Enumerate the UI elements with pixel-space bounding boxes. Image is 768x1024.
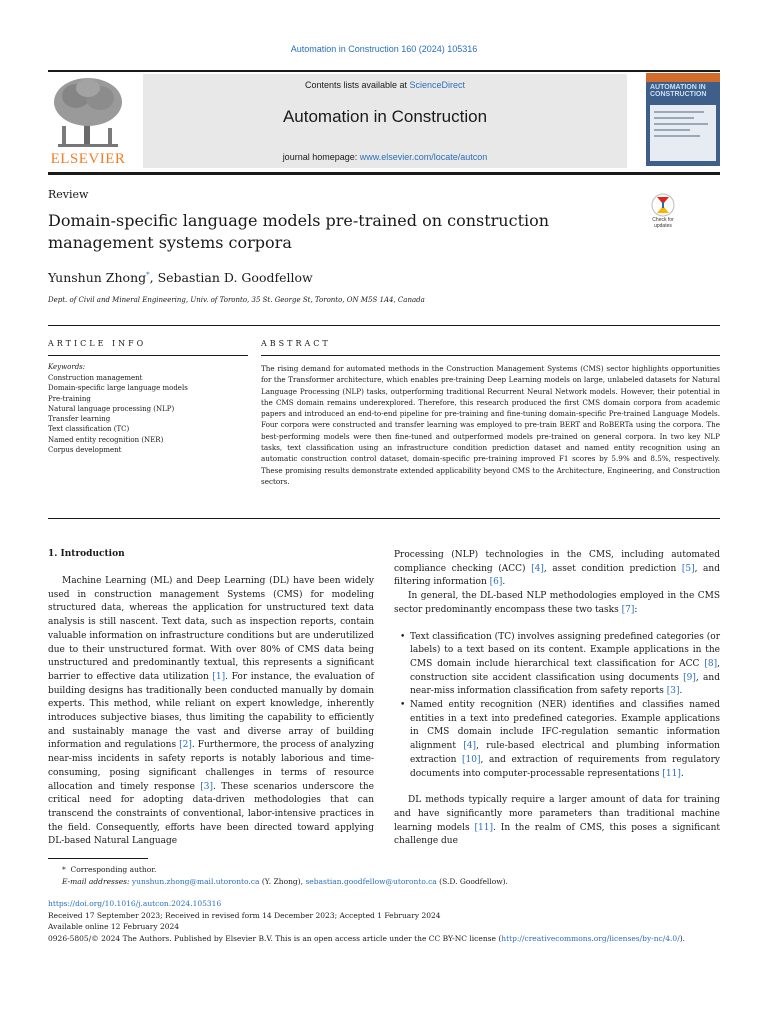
sciencedirect-link[interactable]: ScienceDirect [409, 80, 466, 90]
footnote-rule [48, 858, 148, 859]
keyword-item: Pre-training [48, 394, 91, 403]
paragraph-spacer [394, 618, 720, 631]
publication-info [48, 898, 720, 944]
elsevier-wordmark: ELSEVIER [50, 151, 126, 167]
abstract-rule [261, 355, 720, 356]
body-paragraph: Processing (NLP) technologies in the CMS, including automated compliance checking (ACC) [4], asset condition prediction [5], and filtering information [6]. [394, 550, 720, 588]
check-for-updates-label: Check for updates [652, 217, 674, 229]
journal-cover-thumbnail[interactable] [646, 73, 720, 166]
article-info-heading: ARTICLE INFO [48, 339, 147, 348]
citation-link[interactable]: [7] [621, 604, 635, 615]
article-info-rule [48, 355, 248, 356]
check-for-updates-badge[interactable] [646, 193, 680, 229]
section-divider [48, 325, 720, 326]
citation-link[interactable]: [2] [179, 740, 192, 751]
body-paragraph: Machine Learning (ML) and Deep Learning (DL) have been widely used in construction management Systems (CMS) for modeling structured data, whereas the application for unstructured text data analysis is still nascent. Text data, such as inspection reports, contain valuable information on infrastructure conditions but are underutilized due to their unstructured format. With over 80% of CMS data being unstructured and predominantly textual, this represents a significant barrier to effective data utilization [1]. For instance, the evaluation of building designs has traditionally been conducted manually by domain experts. This method, while reliant on expert knowledge, inherently introduces subjective biases, thus limiting the capability to efficiently and sustainably manage the vast and diverse array of building information and regulations [2]. Furthermore, the process of analyzing near-miss incidents in safety reports is notably laborious and time-consuming, posing significant challenges in terms of resource allocation and timely response [3]. These scenarios underscore the critical need for adopting data-driven methodologies that can transcend the constraints of conventional, labor-intensive practices in the field. Consequently, efforts have been directed toward applying DL-based Natural Language [48, 576, 374, 847]
abstract-bottom-rule [48, 518, 720, 519]
contents-availability: Contents lists available at ScienceDirect [304, 80, 466, 90]
cover-text-line [654, 129, 690, 131]
citation-link[interactable]: [5] [681, 563, 695, 574]
citation-link[interactable]: [6] [489, 577, 503, 588]
affiliation: Dept. of Civil and Mineral Engineering, Univ. of Toronto, 35 St. George St, Toronto, ON M5S 1A4, Canada [48, 296, 425, 304]
article-title: Domain-specific language models pre-trained on construction management systems corpora [48, 211, 550, 252]
section-heading-introduction: 1. Introduction [48, 549, 125, 559]
keywords-label: Keywords: [48, 363, 86, 371]
citation-link[interactable]: [11] [662, 768, 681, 779]
cover-text-line [654, 123, 708, 125]
email-link[interactable]: sebastian.goodfellow@utoronto.ca [305, 876, 437, 886]
check-for-updates-icon [650, 193, 676, 217]
citation-link[interactable]: [4] [531, 563, 544, 574]
header-bottom-rule [48, 172, 720, 175]
keyword-item: Corpus development [48, 446, 122, 455]
journal-reference-link[interactable]: Automation in Construction 160 (2024) 105316 [290, 44, 478, 54]
citation-link[interactable]: [10] [462, 754, 481, 765]
citation-link[interactable]: [4] [463, 741, 477, 752]
cover-text-line [654, 135, 700, 137]
email-addresses: E-mail addresses: yunshun.zhong@mail.utoronto.ca (Y. Zhong), sebastian.goodfellow@utoronto.ca (S.D. Goodfellow). [62, 876, 508, 886]
body-paragraph: DL methods typically require a larger amount of data for training and have significantly more parameters than traditional machine learning models [11]. In the realm of CMS, this poses a significant challenge due [394, 795, 720, 847]
citation-link[interactable]: [3] [666, 686, 680, 697]
citation-link[interactable]: [8] [704, 658, 718, 669]
author-name[interactable]: Sebastian D. Goodfellow [157, 270, 313, 285]
homepage-link[interactable]: www.elsevier.com/locate/autcon [359, 152, 488, 162]
keyword-item: Transfer learning [48, 415, 111, 424]
tree-of-knowledge-icon [48, 74, 128, 150]
keyword-item: Text classification (TC) [48, 425, 130, 434]
keyword-item: Construction management [48, 374, 143, 382]
body-column-left [48, 575, 374, 849]
keyword-item: Named entity recognition (NER) [48, 435, 164, 444]
citation-link[interactable]: [3] [200, 781, 214, 792]
cover-text-line [654, 111, 704, 113]
citation-link[interactable]: [9] [683, 672, 696, 683]
body-column-right [394, 549, 720, 849]
article-type: Review [48, 188, 89, 201]
cover-title: AUTOMATION IN CONSTRUCTION [650, 84, 707, 98]
footnotes [48, 864, 720, 887]
author-line: Yunshun Zhong*, Sebastian D. Goodfellow [48, 270, 313, 285]
abstract-heading: ABSTRACT [261, 339, 331, 348]
license-link[interactable]: http://creativecommons.org/licenses/by-nc/4.0/ [501, 933, 680, 943]
keywords-list [48, 373, 248, 455]
corresponding-author-note: * Corresponding author. [62, 865, 157, 874]
author-name[interactable]: Yunshun Zhong [48, 270, 147, 285]
keyword-item: Domain-specific large language models [48, 384, 188, 393]
citation-link[interactable]: [11] [474, 822, 493, 833]
header-top-rule [48, 70, 720, 72]
license-statement: 0926-5805/© 2024 The Authors. Published by Elsevier B.V. This is an open access article under the CC BY-NC license (http://creativecommons.org/licenses/by-nc/4.0/). [48, 933, 686, 943]
bullet-item: • Text classification (TC) involves assigning predefined categories (or labels) to a text based on its content. Example applications in the CMS domain include hierarchical text classification for ACC [8], construction site accident classification using documents [9], and near-miss information classification from safety reports [3]. [394, 631, 720, 700]
elsevier-logo [48, 74, 140, 168]
cover-text-line [654, 117, 694, 119]
email-link[interactable]: yunshun.zhong@mail.utoronto.ca [131, 876, 260, 886]
received-dates: Received 17 September 2023; Received in revised form 14 December 2023; Accepted 1 February 2024 [48, 910, 441, 920]
citation-link[interactable]: [1] [212, 671, 226, 682]
available-online-date: Available online 12 February 2024 [48, 922, 180, 932]
bullet-item: • Named entity recognition (NER) identifies and classifies named entities in a text into predefined categories. Example applications in CMS domain include IFC-regulation semantic information alignment [4], rule-based electrical and plumbing information extraction [10], and extraction of requirements from regulatory documents into computer-processable representations [11]. [394, 699, 720, 781]
cover-top-band [646, 73, 720, 82]
abstract-text: The rising demand for automated methods in the Construction Management Systems (CMS) sector highlights opportunities for the Transformer architecture, which enables pre-training Deep Learning models on large, unlabeled datasets for Natural Language Processing (NLP) tasks, outperforming traditional Recurrent Neural Network models. However, their potential in the CMS domain remains underexplored. Therefore, this research produced the first CMS domain corpora from academic papers and introduced an end-to-end pipeline for pre-training and fine-tuning domain-specific Pre-trained Language Models. Four corpora were constructed and transfer learning was employed to pre-train BERT and RoBERTa using the corpora. The best-performing models were then fine-tuned and outperformed models pre-trained on general corpora. In two key NLP tasks, text classification using an infrastructure condition prediction dataset and named entity recognition using an automatic construction control dataset, domain-specific pre-training improved F1 scores by 5.9% and 8.5%, respectively. These promising results demonstrate extended applicability beyond CMS to the Architecture, Engineering, and Construction sectors. [261, 364, 720, 486]
doi-link[interactable]: https://doi.org/10.1016/j.autcon.2024.105316 [48, 899, 222, 908]
keyword-item: Natural language processing (NLP) [48, 404, 175, 413]
corresponding-author-mark[interactable]: * [146, 270, 150, 279]
journal-title: Automation in Construction [282, 107, 488, 126]
paragraph-spacer [394, 781, 720, 794]
cover-body [650, 105, 716, 161]
journal-homepage: journal homepage: www.elsevier.com/locate/autcon [282, 152, 488, 162]
body-paragraph: In general, the DL-based NLP methodologies employed in the CMS sector predominantly encompass these two tasks [7]: [394, 591, 720, 615]
